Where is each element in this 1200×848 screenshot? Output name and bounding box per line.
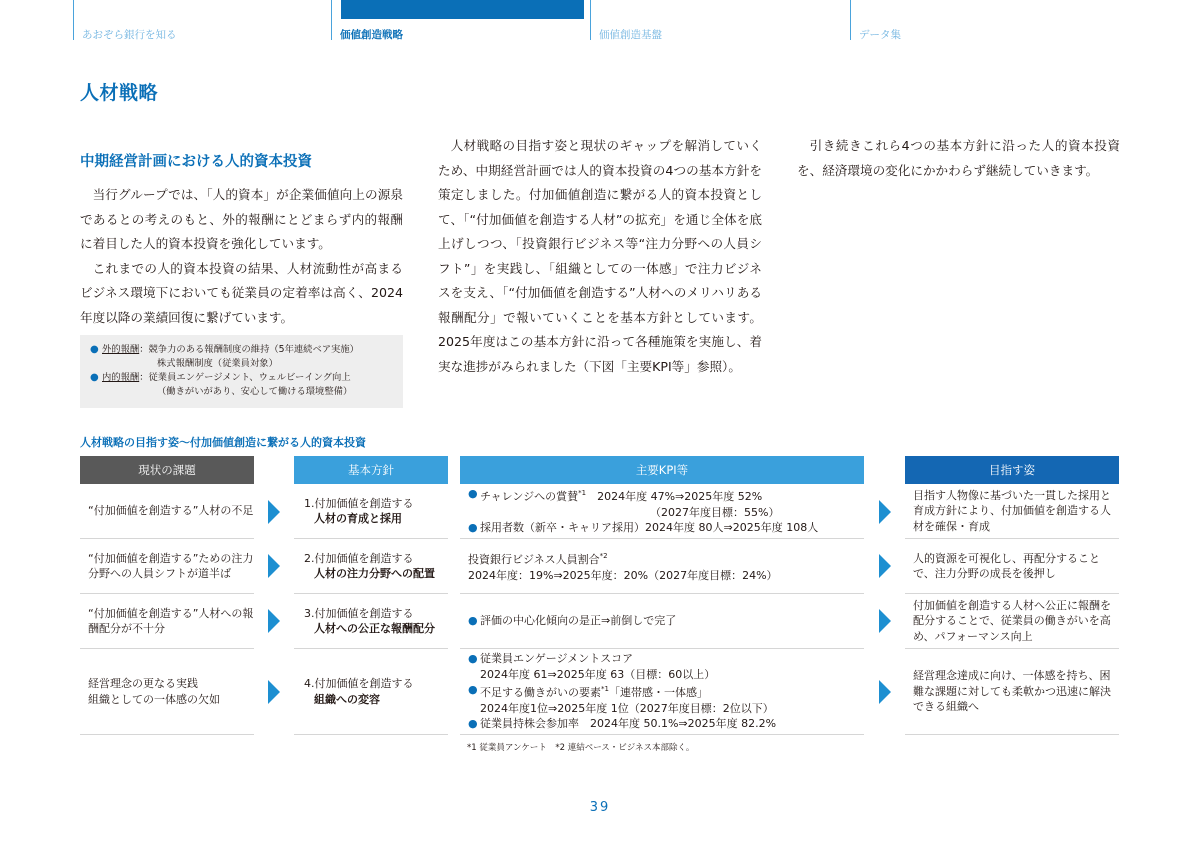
kpi-item: ● 不足する働きがいの要素$^{*1}$「連帯感・一体感」 <box>468 683 708 700</box>
issue-cell: “付加価値を創造する”人材への報酬配分が不十分 <box>80 594 254 649</box>
body-column-2 <box>438 134 762 379</box>
bullet-icon: ● <box>468 521 478 535</box>
issue-cell: “付加価値を創造する”人材の不足 <box>80 484 254 539</box>
goal-cell: 人的資源を可視化し、再配分することで、注力分野の成長を後押し <box>905 539 1119 594</box>
bullet-icon: ● <box>90 372 99 383</box>
kpi-item: ● 従業員エンゲージメントスコア <box>468 652 634 666</box>
kpi-cell <box>460 539 864 594</box>
header-basic-policy: 基本方針 <box>294 456 448 484</box>
kpi-value: 2024年度1位⇒2025年度 1位（2027年度目標：2位以下） <box>480 701 774 715</box>
body-paragraph: 引き続きこれら4つの基本方針に沿った人的資本投資を、経済環境の変化にかかわらず継続していきます。 <box>797 138 1120 178</box>
issue-cell: 経営理念の更なる実践 組織としての一体感の欠如 <box>80 649 254 735</box>
body-column-3 <box>797 134 1120 183</box>
goal-cell: 経営理念達成に向け、一体感を持ち、困難な課題に対しても柔軟かつ迅速に解決できる組織へ <box>905 649 1119 735</box>
arrow-right-icon <box>879 554 891 578</box>
body-column-1 <box>80 183 403 330</box>
note-text-cont: （働きがいがあり、安心して働ける環境整備） <box>157 386 353 397</box>
policy-number: 2.付加価値を創造する <box>304 551 414 565</box>
arrow-right-icon <box>879 680 891 704</box>
body-paragraph: 人材戦略の目指す姿と現状のギャップを解消していくため、中期経営計画では人的資本投資の4つの基本方針を策定しました。付加価値創造に繋がる人的資本投資として、「“付加価値を創造する人材”の拡充」を通じ全体を底上げしつつ、「投資銀行ビジネス等“注力分野への人員シフト”」を実践し、「組織としての一体感」で注力ビジネスを支え、「“付加価値を創造する”人材へのメリハリある報酬配分」で報いていくことを基本方針としています。2025年度はこの基本方針に沿って各種施策を実施し、着実な進捗がみられました（下図「主要KPI等」参照）。 <box>438 138 762 374</box>
issue-cell: “付加価値を創造する”ための注力分野への人員シフトが道半ば <box>80 539 254 594</box>
header-current-issues: 現状の課題 <box>80 456 254 484</box>
note-item-internal-reward <box>90 371 403 399</box>
bullet-icon: ● <box>468 717 478 731</box>
kpi-cell <box>460 594 864 649</box>
policy-number: 3.付加価値を創造する <box>304 606 414 620</box>
nav-tab-value-foundation[interactable] <box>590 0 848 40</box>
header-main-kpi: 主要KPI等 <box>460 456 864 484</box>
kpi-value: 2024年度：19%⇒2025年度：20%（2027年度目標：24%） <box>468 568 778 582</box>
kpi-item: ● 採用者数（新卒・キャリア採用）2024年度 80人⇒2025年度 108人 <box>468 521 819 535</box>
arrow-right-icon <box>268 500 280 524</box>
arrow-right-icon <box>879 500 891 524</box>
section-heading: 中期経営計画における人的資本投資 <box>80 154 312 170</box>
goal-cell: 目指す人物像に基づいた一貫した採用と育成方針により、付加価値を創造する人材を確保・育成 <box>905 484 1119 539</box>
policy-cell <box>294 594 448 649</box>
page-number: 39 <box>589 800 611 815</box>
arrow-right-icon <box>268 680 280 704</box>
diagram-title: 人材戦略の目指す姿〜付加価値創造に繋がる人的資本投資 <box>80 436 366 449</box>
note-text: ：競争力のある報酬制度の維持（5年連続ベア実施） <box>139 344 359 355</box>
note-item-external-reward <box>90 343 403 371</box>
arrow-right-icon <box>879 609 891 633</box>
nav-tab-label: 価値創造戦略 <box>340 29 403 41</box>
kpi-target: （2027年度目標：55%） <box>650 505 780 519</box>
bullet-icon: ● <box>468 683 478 697</box>
note-text: ：従業員エンゲージメント、ウェルビーイング向上 <box>139 372 351 383</box>
goal-cell: 付加価値を創造する人材へ公正に報酬を配分することで、従業員の働きがいを高め、パフォーマンス向上 <box>905 594 1119 649</box>
footnote: *1 従業員アンケート *2 連結ベース・ビジネス本部除く。 <box>467 743 695 753</box>
kpi-item: ● 従業員持株会参加率 2024年度 50.1%⇒2025年度 82.2% <box>468 717 777 731</box>
nav-tab-value-strategy[interactable] <box>331 0 589 40</box>
kpi-item: ● チャレンジへの賞賛$^{*1}$ 2024年度 47%⇒2025年度 52% <box>468 487 763 504</box>
nav-tab-know-bank[interactable] <box>73 0 331 40</box>
policy-cell <box>294 649 448 735</box>
policy-bold: 組織への変容 <box>314 692 380 706</box>
kpi-item: ● 評価の中心化傾向の是正⇒前倒しで完了 <box>468 614 677 628</box>
body-paragraph: これまでの人的資本投資の結果、人材流動性が高まるビジネス環境下においても従業員の定着率は高く、2024年度以降の業績回復に繋げています。 <box>80 260 403 325</box>
page-title: 人材戦略 <box>80 82 159 104</box>
body-paragraph: 当行グループでは、「人的資本」が企業価値向上の源泉であるとの考えのもと、外的報酬にとどまらず内的報酬に着目した人的資本投資を強化しています。 <box>80 187 403 251</box>
bullet-icon: ● <box>90 344 99 355</box>
arrow-right-icon <box>268 609 280 633</box>
nav-tab-data[interactable] <box>850 0 1120 40</box>
bullet-icon: ● <box>468 487 478 501</box>
nav-tab-label: データ集 <box>859 29 901 41</box>
note-label: 内的報酬 <box>102 372 140 383</box>
arrow-right-icon <box>268 554 280 578</box>
policy-bold: 人材への公正な報酬配分 <box>314 622 435 635</box>
kpi-cell <box>460 649 864 735</box>
policy-number: 4.付加価値を創造する <box>304 677 414 690</box>
bullet-icon: ● <box>468 652 478 666</box>
policy-bold: 人材の注力分野への配置 <box>314 567 435 580</box>
policy-cell <box>294 539 448 594</box>
kpi-cell <box>460 484 864 539</box>
nav-tab-label: 価値創造基盤 <box>599 29 662 41</box>
note-label: 外的報酬 <box>102 344 140 355</box>
bullet-icon: ● <box>468 614 478 628</box>
note-text-cont: 株式報酬制度（従業員対象） <box>157 358 278 369</box>
policy-number: 1.付加価値を創造する <box>304 496 414 510</box>
policy-bold: 人材の育成と採用 <box>314 512 402 525</box>
policy-cell <box>294 484 448 539</box>
note-box <box>80 335 403 408</box>
kpi-value: 2024年度 61⇒2025年度 63（目標：60以上） <box>480 667 716 681</box>
nav-tab-label: あおぞら銀行を知る <box>82 29 177 41</box>
header-target-state: 目指す姿 <box>905 456 1119 484</box>
kpi-item: 投資銀行ビジネス人員割合$^{*2}$ <box>468 552 608 566</box>
